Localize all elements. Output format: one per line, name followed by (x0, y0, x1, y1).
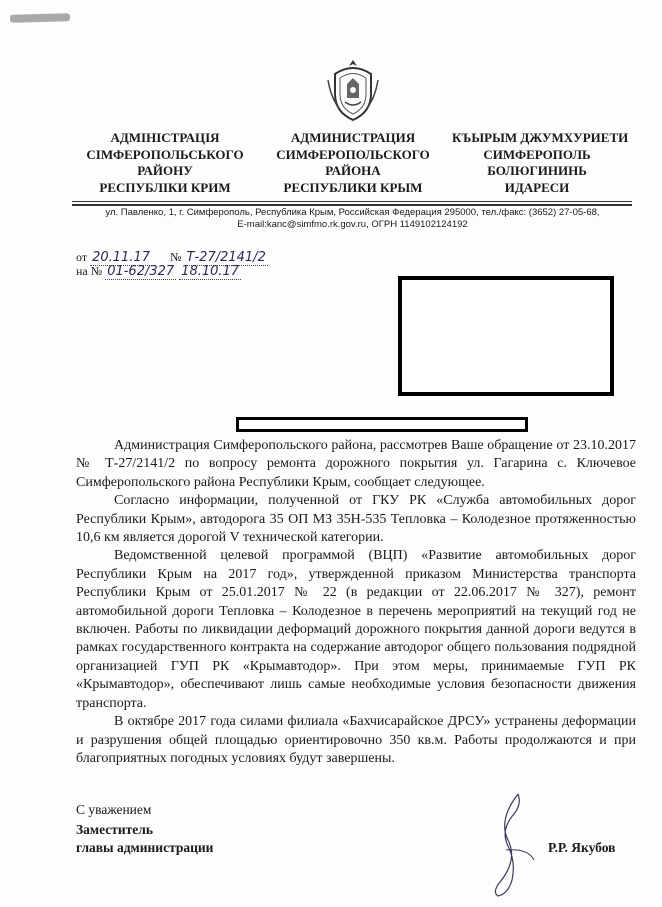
reply-label: на № (76, 264, 103, 278)
closing-phrase: С уважением (76, 802, 152, 817)
incoming-number: 01-62/327 (107, 264, 175, 279)
outgoing-number: Т-27/2141/2 (186, 250, 266, 265)
body-paragraph: Администрация Симферопольского района, рассмотрев Ваше обращение от 23.10.2017 № Т-27/2141/2 по вопросу ремонта дорожного покрытия ул. Гагарина с. Ключевое Симферопольского района Республики Крым, сообщает следующее. (76, 438, 636, 490)
coat-of-arms-icon (325, 58, 381, 122)
header-line: АДМИНИСТРАЦИЯ (290, 130, 416, 145)
header-crimean-tatar (452, 130, 629, 196)
number-label: № (170, 250, 182, 264)
body-paragraph: Согласно информации, полученной от ГКУ РК «Служба автомобильных дорог Республики Крым», автодорога 35 ОП МЗ 35Н-535 Тепловка – Колодезное протяженностью 10,6 км является дорогой V технической категории. (76, 493, 636, 546)
contact-line: E-mail:kanc@simfmo.rk.gov.ru, ОГРН 1149102124192 (237, 219, 468, 230)
incoming-date: 18.10.17 (181, 264, 240, 279)
header-line: РЕСПУБЛІКИ КРИМ (99, 179, 231, 195)
signer-title: главы администрации (76, 840, 214, 855)
from-label: от (76, 250, 88, 264)
redacted-recipient-box (398, 276, 614, 396)
letter-body (76, 437, 636, 768)
incoming-reference (76, 264, 241, 279)
handwritten-signature (478, 790, 548, 900)
outgoing-date: 20.11.17 (90, 251, 154, 266)
header-line: АДМІНІСТРАЦІЯ (110, 130, 220, 145)
header-line: СІМФЕРОПОЛЬСЬКОГО (86, 146, 244, 162)
header-line: РАЙОНА (325, 163, 381, 178)
header-line: КЪЫРЫМ ДЖУМХУРИЕТИ (452, 130, 629, 145)
header-line: РЕСПУБЛИКИ КРЫМ (283, 179, 423, 195)
signer-title: Заместитель (76, 822, 153, 837)
header-line: СИМФЕРОПОЛЬСКОГО (276, 146, 430, 162)
signer-name: Р.Р. Якубов (548, 840, 616, 855)
header-russian (268, 130, 438, 196)
address-line: ул. Павленко, 1, г. Симферополь, Республика Крым, Российская Федерация 295000, тел./факс: (3652) 27-05-68, (105, 207, 600, 218)
header-divider (72, 204, 632, 206)
header-line: СИМФЕРОПОЛЬ (483, 146, 591, 162)
header-divider (72, 201, 632, 202)
body-paragraph: В октябре 2017 года силами филиала «Бахчисарайское ДРСУ» устранены деформации и разрушения общей площадью ориентировочно 350 кв.м. Работы продолжаются и при благоприятных погодных условиях будут завершены. (76, 714, 636, 766)
header-line: БОЛЮГИНИНЬ (487, 163, 587, 178)
header-ukrainian (80, 130, 250, 196)
redacted-subject-bar (236, 417, 528, 432)
body-paragraph: Ведомственной целевой программой (ВЦП) «Развитие автомобильных дорог Республики Крым на 2017 год», утвержденной приказом Министерства транспорта Республики Крым от 25.01.2017 № 22 (в редакции от 22.06.2017 № 327), ремонт автомобильной дороги Тепловка – Колодезное в перечень мероприятий на текущий год не включен. Работы по ликвидации деформаций дорожного покрытия данной дороги ведутся в рамках государственного контракта на содержание автодорог общего пользования подрядной организацией ГУП РК «Крымавтодор». При этом меры, принимаемые ГУП РК «Крымавтодор», обеспечивают лишь самые необходимые условия безопасности движения транспорта. (76, 548, 636, 711)
scan-blot (10, 13, 70, 23)
header-line: РАЙОНУ (137, 163, 193, 178)
header-line: ИДАРЕСИ (504, 179, 570, 195)
